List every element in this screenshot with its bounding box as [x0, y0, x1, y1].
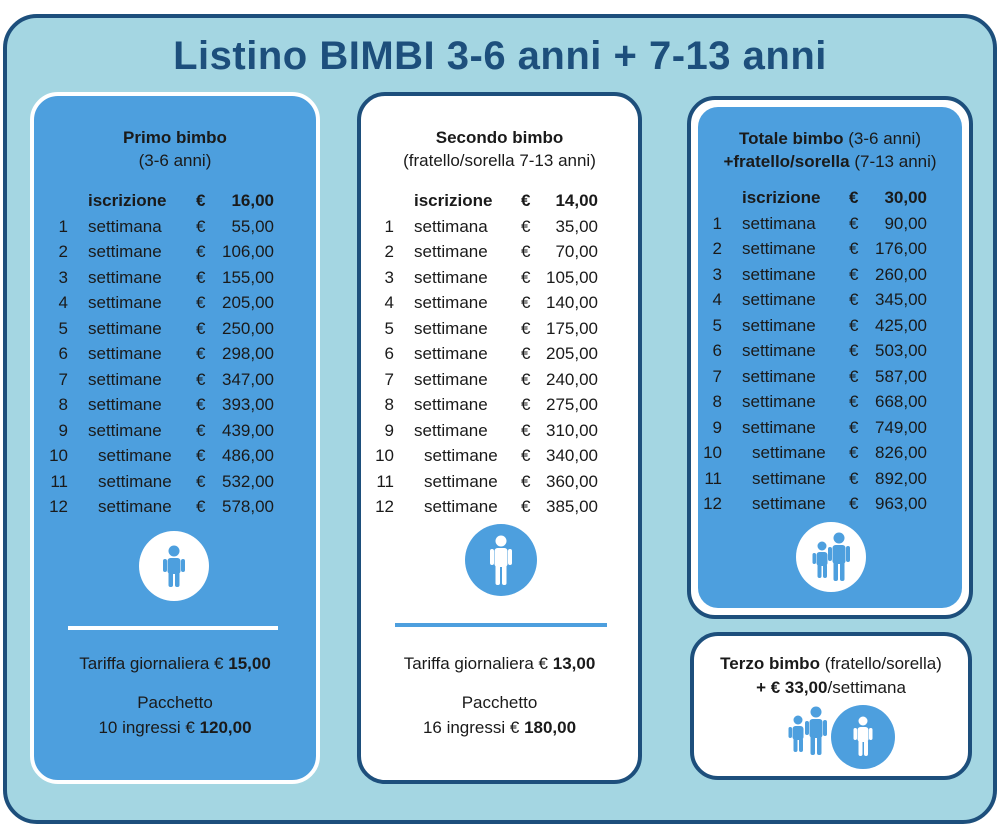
row-label: settimane	[424, 497, 498, 516]
week-count: 11	[704, 468, 722, 488]
price-value: 55,00	[231, 216, 274, 236]
currency-symbol: €	[521, 395, 531, 414]
two-children-icon	[796, 522, 866, 592]
card-subtitle: (fratello/sorella 7-13 anni)	[403, 151, 596, 170]
enrollment-row	[361, 188, 638, 213]
row-label: settimane	[414, 344, 488, 363]
row-label: settimane	[742, 290, 816, 309]
week-row	[34, 265, 316, 290]
currency-symbol: €	[521, 318, 531, 338]
card-subtitle: (3-6 anni)	[138, 151, 212, 170]
currency-symbol: €	[521, 293, 531, 312]
currency-symbol: €	[849, 392, 859, 411]
row-label: settimane	[414, 242, 488, 261]
price-value: 205,00	[546, 344, 598, 363]
row-label: settimana	[742, 213, 816, 233]
currency-symbol: €	[521, 446, 531, 465]
row-label: settimane	[752, 443, 826, 462]
week-count: 7	[384, 369, 394, 389]
price-value: 503,00	[875, 341, 927, 360]
price-value: 749,00	[875, 417, 927, 437]
price-value: 140,00	[546, 293, 598, 312]
price-value: 35,00	[555, 216, 598, 236]
week-count: 12	[49, 497, 68, 516]
week-count: 7	[712, 366, 722, 386]
row-label: settimane	[98, 471, 172, 491]
row-label: settimane	[414, 420, 488, 440]
week-row	[698, 313, 962, 338]
card-primo-bimbo	[30, 92, 320, 784]
row-label: settimane	[98, 497, 172, 516]
price-value: 240,00	[546, 369, 598, 389]
price-value: 298,00	[222, 344, 274, 363]
daily-rate: Tariffa giornaliera € 15,00	[79, 654, 271, 673]
third-child-price: + € 33,00/settimana	[756, 678, 906, 697]
week-count: 10	[49, 446, 68, 465]
divider	[68, 626, 278, 630]
row-label: settimane	[742, 239, 816, 258]
currency-symbol: €	[196, 344, 206, 363]
week-row	[34, 214, 316, 239]
card-terzo-bimbo	[690, 632, 972, 780]
row-label: settimane	[88, 344, 162, 363]
week-row	[361, 418, 638, 443]
third-child-title: Terzo bimbo (fratello/sorella)	[720, 654, 942, 673]
week-row	[698, 415, 962, 440]
row-label: iscrizione	[414, 191, 493, 210]
week-count: 5	[58, 318, 68, 338]
row-label: settimana	[414, 216, 488, 236]
row-label: settimane	[424, 446, 498, 465]
row-label: settimana	[88, 216, 162, 236]
week-row	[34, 494, 316, 519]
price-value: 439,00	[222, 420, 274, 440]
row-label: settimane	[742, 366, 816, 386]
week-count: 6	[58, 344, 68, 363]
week-row	[698, 364, 962, 389]
row-label: settimane	[88, 318, 162, 338]
card-totale	[687, 96, 973, 619]
row-label: settimane	[742, 264, 816, 284]
price-value: 30,00	[884, 188, 927, 207]
currency-symbol: €	[196, 369, 206, 389]
price-value: 963,00	[875, 494, 927, 513]
currency-symbol: €	[196, 216, 206, 236]
card-title: Secondo bimbo	[435, 128, 564, 147]
price-value: 105,00	[546, 267, 598, 287]
package-price: 10 ingressi € 120,00	[98, 718, 252, 737]
currency-symbol: €	[521, 497, 531, 516]
week-row	[34, 443, 316, 468]
week-count: 1	[58, 216, 68, 236]
row-label: settimane	[414, 267, 488, 287]
price-value: 826,00	[875, 443, 927, 462]
currency-symbol: €	[521, 242, 531, 261]
price-value: 385,00	[546, 497, 598, 516]
week-row	[34, 290, 316, 315]
currency-symbol: €	[196, 497, 206, 516]
week-row	[34, 418, 316, 443]
package-label: Pacchetto	[461, 693, 538, 712]
week-count: 6	[384, 344, 394, 363]
week-count: 10	[375, 446, 394, 465]
week-row	[361, 367, 638, 392]
week-count: 5	[384, 318, 394, 338]
currency-symbol: €	[521, 420, 531, 440]
price-value: 587,00	[875, 366, 927, 386]
row-label: settimane	[88, 395, 162, 414]
row-label: iscrizione	[742, 188, 821, 207]
currency-symbol: €	[521, 344, 531, 363]
currency-symbol: €	[849, 494, 859, 513]
currency-symbol: €	[849, 188, 859, 207]
price-value: 425,00	[875, 315, 927, 335]
price-value: 892,00	[875, 468, 927, 488]
week-row	[34, 239, 316, 264]
row-label: settimane	[742, 392, 816, 411]
week-count: 8	[58, 395, 68, 414]
week-row	[361, 469, 638, 494]
currency-symbol: €	[849, 213, 859, 233]
currency-symbol: €	[196, 267, 206, 287]
week-count: 8	[384, 395, 394, 414]
week-count: 10	[703, 443, 722, 462]
currency-symbol: €	[196, 471, 206, 491]
week-count: 3	[384, 267, 394, 287]
child-in-circle-icon	[831, 705, 895, 769]
enrollment-row	[698, 185, 962, 210]
price-value: 345,00	[875, 290, 927, 309]
price-value: 14,00	[555, 191, 598, 210]
price-value: 260,00	[875, 264, 927, 284]
currency-symbol: €	[849, 417, 859, 437]
week-row	[361, 290, 638, 315]
daily-rate: Tariffa giornaliera € 13,00	[403, 654, 596, 673]
currency-symbol: €	[196, 395, 206, 414]
row-label: settimane	[88, 420, 162, 440]
week-row	[34, 341, 316, 366]
week-count: 12	[375, 497, 394, 516]
week-row	[361, 341, 638, 366]
week-row	[698, 338, 962, 363]
row-label: settimane	[752, 468, 826, 488]
card-title: Primo bimbo	[123, 128, 227, 147]
week-count: 1	[384, 216, 394, 236]
week-row	[698, 236, 962, 261]
price-value: 70,00	[555, 242, 598, 261]
week-count: 3	[712, 264, 722, 284]
price-value: 155,00	[222, 267, 274, 287]
row-label: settimane	[414, 369, 488, 389]
row-label: settimane	[88, 267, 162, 287]
enrollment-row	[34, 188, 316, 213]
row-label: settimane	[414, 293, 488, 312]
price-value: 486,00	[222, 446, 274, 465]
row-label: settimane	[742, 417, 816, 437]
currency-symbol: €	[521, 369, 531, 389]
divider	[395, 623, 607, 627]
price-value: 578,00	[222, 497, 274, 516]
week-row	[698, 211, 962, 236]
week-count: 2	[58, 242, 68, 261]
week-row	[698, 466, 962, 491]
page-title: Listino BIMBI 3-6 anni + 7-13 anni	[173, 34, 827, 78]
week-row	[361, 392, 638, 417]
package-price: 16 ingressi € 180,00	[422, 718, 577, 737]
small-child-icon	[139, 531, 209, 601]
currency-symbol: €	[849, 366, 859, 386]
currency-symbol: €	[196, 191, 206, 210]
week-row	[698, 491, 962, 516]
week-count: 9	[712, 417, 722, 437]
card-title-line-2: +fratello/sorella (7-13 anni)	[723, 152, 937, 171]
currency-symbol: €	[196, 293, 206, 312]
week-count: 11	[50, 471, 68, 491]
week-row	[698, 440, 962, 465]
week-row	[361, 265, 638, 290]
week-count: 4	[384, 293, 394, 312]
currency-symbol: €	[849, 239, 859, 258]
price-value: 532,00	[222, 471, 274, 491]
currency-symbol: €	[849, 341, 859, 360]
currency-symbol: €	[521, 471, 531, 491]
currency-symbol: €	[521, 216, 531, 236]
currency-symbol: €	[196, 420, 206, 440]
week-row	[34, 392, 316, 417]
price-value: 360,00	[546, 471, 598, 491]
currency-symbol: €	[521, 267, 531, 287]
week-count: 2	[712, 239, 722, 258]
week-row	[361, 443, 638, 468]
card-secondo-bimbo	[357, 92, 642, 784]
row-label: settimane	[98, 446, 172, 465]
week-count: 5	[712, 315, 722, 335]
price-value: 310,00	[546, 420, 598, 440]
row-label: settimane	[742, 315, 816, 335]
week-count: 1	[712, 213, 722, 233]
week-row	[698, 389, 962, 414]
week-count: 9	[58, 420, 68, 440]
currency-symbol: €	[196, 446, 206, 465]
price-value: 106,00	[222, 242, 274, 261]
week-row	[34, 367, 316, 392]
week-count: 4	[58, 293, 68, 312]
package-label: Pacchetto	[137, 693, 213, 712]
week-row	[698, 287, 962, 312]
price-value: 176,00	[875, 239, 927, 258]
currency-symbol: €	[849, 468, 859, 488]
row-label: settimane	[414, 395, 488, 414]
price-value: 90,00	[884, 213, 927, 233]
week-count: 12	[703, 494, 722, 513]
currency-symbol: €	[849, 264, 859, 284]
row-label: settimane	[88, 369, 162, 389]
row-label: settimane	[414, 318, 488, 338]
week-count: 7	[58, 369, 68, 389]
week-row	[361, 494, 638, 519]
week-count: 2	[384, 242, 394, 261]
currency-symbol: €	[849, 315, 859, 335]
week-count: 3	[58, 267, 68, 287]
currency-symbol: €	[849, 443, 859, 462]
card-title-line-1: Totale bimbo (3-6 anni)	[738, 129, 921, 148]
row-label: settimane	[424, 471, 498, 491]
row-label: settimane	[88, 242, 162, 261]
week-row	[361, 239, 638, 264]
currency-symbol: €	[196, 242, 206, 261]
currency-symbol: €	[521, 191, 531, 210]
card-totale-inner	[698, 107, 962, 608]
price-value: 205,00	[222, 293, 274, 312]
week-row	[361, 214, 638, 239]
currency-symbol: €	[849, 290, 859, 309]
week-count: 4	[712, 290, 722, 309]
currency-symbol: €	[196, 318, 206, 338]
week-count: 9	[384, 420, 394, 440]
week-count: 8	[712, 392, 722, 411]
price-value: 393,00	[222, 395, 274, 414]
price-value: 250,00	[222, 318, 274, 338]
row-label: settimane	[88, 293, 162, 312]
week-row	[34, 469, 316, 494]
row-label: settimane	[752, 494, 826, 513]
price-value: 16,00	[231, 191, 274, 210]
week-count: 11	[376, 471, 394, 491]
older-child-icon	[465, 524, 537, 596]
week-count: 6	[712, 341, 722, 360]
week-row	[698, 262, 962, 287]
price-value: 668,00	[875, 392, 927, 411]
row-label: iscrizione	[88, 191, 167, 210]
price-value: 175,00	[546, 318, 598, 338]
price-value: 275,00	[546, 395, 598, 414]
week-row	[361, 316, 638, 341]
price-value: 347,00	[222, 369, 274, 389]
row-label: settimane	[742, 341, 816, 360]
week-row	[34, 316, 316, 341]
price-value: 340,00	[546, 446, 598, 465]
